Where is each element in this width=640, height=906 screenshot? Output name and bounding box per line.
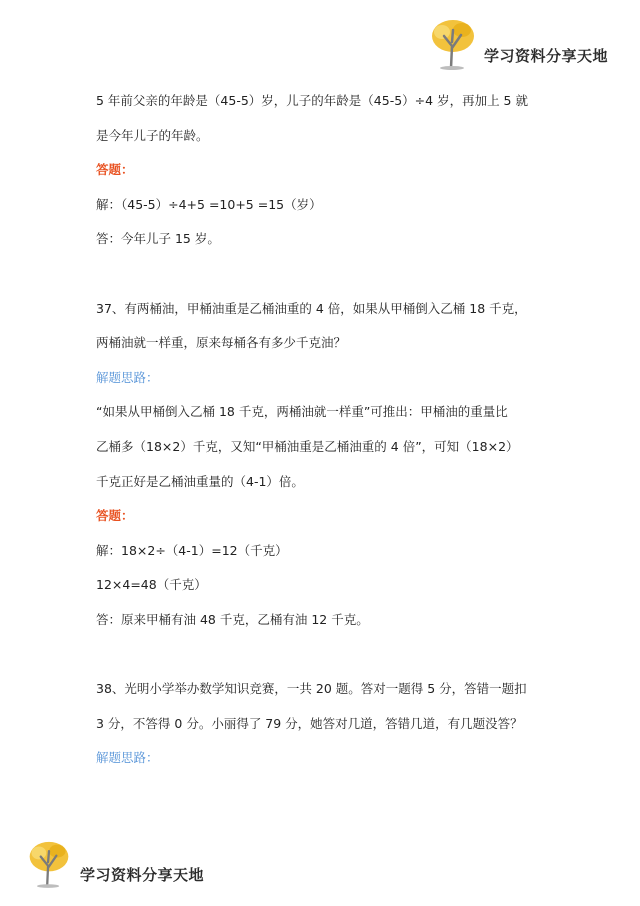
text-line: 12×4=48（千克） — [96, 577, 207, 593]
text-line: 乙桶多（18×2）千克，又知“甲桶油重是乙桶油重的 4 倍”，可知（18×2） — [96, 438, 519, 454]
text-line: 是今年儿子的年龄。 — [96, 127, 209, 143]
answer-label: 答题： — [96, 508, 134, 524]
text-line: 解：（45-5）÷4+5 =10+5 =15（岁） — [96, 196, 322, 212]
text-line: 答：今年儿子 15 岁。 — [96, 231, 220, 247]
text-line: 5 年前父亲的年龄是（45-5）岁，儿子的年龄是（45-5）÷4 岁，再加上 5 就 — [96, 93, 528, 108]
text-line: 答：原来甲桶有油 48 千克，乙桶有油 12 千克。 — [96, 611, 369, 627]
answer-label: 答题： — [96, 162, 134, 178]
text-line: 两桶油就一样重，原来每桶各有多少千克油？ — [96, 335, 347, 351]
text-line: 37、有两桶油，甲桶油重是乙桶油重的 4 倍，如果从甲桶倒入乙桶 18 千克， — [96, 300, 527, 316]
document-body — [96, 84, 566, 776]
footer-brand — [26, 840, 204, 888]
tree-icon — [428, 18, 478, 70]
text-line: 解：18×2÷（4-1）=12（千克） — [96, 542, 288, 558]
text-line: 千克正好是乙桶油重量的（4-1）倍。 — [96, 473, 304, 489]
brand-name: 学习资料分享天地 — [80, 865, 205, 884]
text-line: 38、光明小学举办数学知识竞赛，一共 20 题。答对一题得 5 分，答错一题扣 — [96, 681, 527, 697]
brand-name: 学习资料分享天地 — [484, 46, 609, 65]
header-brand — [428, 18, 608, 70]
hint-label: 解题思路： — [96, 369, 159, 385]
tree-icon — [26, 840, 72, 888]
paragraph-gap — [96, 257, 566, 292]
text-line: “如果从甲桶倒入乙桶 18 千克，两桶油就一样重”可推出：甲桶油的重量比 — [96, 404, 508, 420]
text-line: 3 分，不答得 0 分。小丽得了 79 分，她答对几道，答错几道，有几题没答？ — [96, 715, 523, 731]
paragraph-gap — [96, 638, 566, 673]
hint-label: 解题思路： — [96, 750, 159, 766]
